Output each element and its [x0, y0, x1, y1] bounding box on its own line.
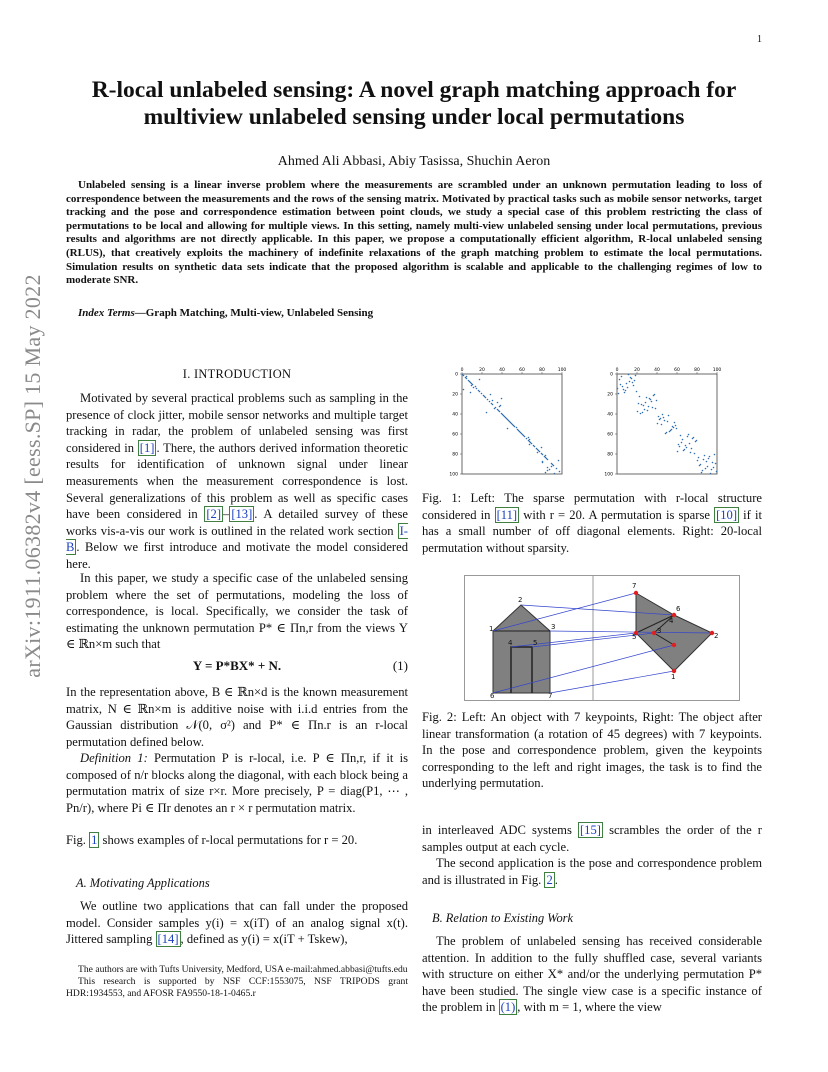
matrix-dot [645, 402, 647, 404]
matrix-dot [640, 413, 642, 415]
figure-link[interactable]: 1 [91, 833, 98, 847]
matrix-dot [675, 425, 677, 427]
index-terms-label: Index Terms [78, 307, 135, 319]
subsection-heading-motivating: A. Motivating Applications [76, 876, 210, 890]
matrix-dot [618, 393, 620, 395]
left-keypoint-label: 6 [490, 692, 495, 700]
intro-text-d: . Below we first introduce and motivate the model considered here. [66, 540, 408, 571]
x-tick-label: 100 [557, 368, 567, 373]
equation-number: (1) [392, 658, 408, 673]
definition-label: Definition 1: [80, 751, 148, 765]
matrix-dot [556, 468, 558, 470]
matrix-dot [691, 448, 693, 450]
matrix-dot [646, 397, 648, 399]
matrix-dot [471, 385, 473, 387]
paper-title [60, 77, 768, 131]
continued-text-a: in interleaved ADC systems [422, 823, 578, 837]
matrix-dot [679, 446, 681, 448]
matrix-dot [547, 470, 549, 472]
citation-link[interactable]: [14] [157, 932, 179, 947]
sentence-end: shows examples of r-local permutations for r = 20. [99, 833, 358, 847]
caption-text-c: if it has a small number of off diagonal elements. Right: 20-local permutation without sparsity. [422, 507, 762, 555]
section-link[interactable]: I-B [66, 523, 408, 555]
matrix-dot [706, 461, 708, 463]
matrix-dot [687, 436, 689, 438]
matrix-dot [628, 374, 630, 376]
author-list: Ahmed Ali Abbasi, Abiy Tasissa, Shuchin Aeron [277, 154, 551, 169]
intro-paragraph-1 [66, 390, 408, 573]
matrix-dot [526, 438, 528, 440]
matrix-dot [486, 412, 488, 414]
matrix-dot [711, 469, 713, 471]
sentence-start: Fig. [66, 833, 90, 847]
y-tick-label: 40 [607, 412, 613, 418]
matrix-dot [676, 428, 678, 430]
definition-text: Permutation P is r-local, i.e. P ∈ Πn,r, if it is composed of n/r blocks along the diagonal, with each block being a permutation matrix of size r×r. More precisely, P = diag(P1, ⋯ , Pn/r), where Pi ∈ Πr denotes an r × r permutation matrix. [66, 751, 408, 815]
matrix-dot [542, 454, 544, 456]
matrix-dot [639, 396, 641, 398]
x-tick-label: 20 [634, 368, 640, 373]
matrix-dot [709, 456, 711, 458]
citation-link[interactable]: [2] [206, 507, 222, 522]
matrix-dot [637, 411, 639, 413]
matrix-dot [643, 405, 645, 407]
related-text-b: , with m = 1, where the view [517, 1000, 662, 1015]
y-tick-label: 40 [452, 412, 458, 418]
local-permutation-plot [604, 367, 721, 478]
matrix-dot [677, 451, 679, 453]
footnotes [66, 964, 408, 1000]
x-tick-label: 80 [694, 368, 700, 373]
matrix-dot [466, 378, 468, 380]
abstract: Unlabeled sensing is a linear inverse problem where the measurements are scrambled under an unknown permutation leading to loss of correspondence between the measurements and the rows of the sensing matrix. Motivated by practical tasks such as mobile sensor networks, target tracking and the pose and correspondence estimation between point clouds, we study a special case of this problem restricting the class of permutations to be local and allowing for multiple views. In this setting, namely multi-view unlabeled sensing under local permutations, previous results and algorithms are not directly applicable. In this paper, we propose a computationally efficient algorithm, R-local unlabeled sensing (RLUS), that creatively exploits the machinery of indefinite relaxations of the graph matching problem to estimate the local permutations. Simulation results on synthetic data sets indicate that the proposed algorithm is scalable and applicable to the challenging regimes of low to moderate SNR. [66, 179, 762, 287]
matrix-dot [663, 417, 665, 419]
matrix-dot [551, 466, 553, 468]
matrix-dot [704, 455, 706, 457]
matrix-dot [707, 466, 709, 468]
equation-link[interactable]: (1) [500, 1000, 516, 1015]
matrix-dot [641, 404, 643, 406]
applications-paragraph [66, 898, 408, 948]
left-keypoint-label: 7 [548, 692, 553, 700]
matrix-dot [669, 431, 671, 433]
matrix-dot [638, 403, 640, 405]
matrix-dot [714, 454, 716, 456]
matrix-dot [680, 435, 682, 437]
figure-1-caption [422, 490, 762, 556]
matrix-dot [668, 415, 670, 417]
matrix-dot [697, 460, 699, 462]
matrix-dot [463, 389, 465, 391]
title-line-2: multiview unlabeled sensing under local permutations [143, 104, 685, 130]
right-keypoint-label: 2 [714, 632, 719, 640]
x-tick-label: 0 [615, 368, 619, 373]
pose-text-a: The second application is the pose and correspondence problem and is illustrated in Fig. [422, 856, 762, 887]
right-keypoint-label: 7 [632, 582, 637, 590]
right-keypoint-label: 6 [676, 605, 681, 613]
citation-link[interactable]: [15] [579, 823, 601, 837]
local-plot-axes [617, 374, 717, 474]
right-keypoint-label: 4 [669, 617, 674, 625]
matrix-dot [463, 375, 465, 377]
matrix-dot [549, 469, 551, 471]
left-keypoint-label: 3 [551, 623, 556, 631]
title-line-1: R-local unlabeled sensing: A novel graph matching approach for [91, 77, 737, 103]
applications-text-a: We outline two applications that can fall under the proposed model. Consider samples y(i) = x(iT) of an analog signal x(t). Jittered sampling [66, 899, 408, 947]
matrix-dot [699, 465, 701, 467]
matrix-dot [547, 467, 549, 469]
matrix-dot [712, 462, 714, 464]
matrix-dot [661, 424, 663, 426]
matrix-dot [658, 416, 660, 418]
intro-text-3: In the representation above, B ∈ ℝn×d is the known measurement matrix, N ∈ ℝn×m is additive noise with i.i.d entries from the Gaussian distribution 𝒩(0, σ²) and P* ∈ Πn.r is an r-local permutation defined below. [66, 685, 408, 749]
matrix-dot [659, 419, 661, 421]
matrix-dot [690, 452, 692, 454]
matrix-dot [534, 446, 536, 448]
matrix-dot [492, 404, 494, 406]
matrix-dot [516, 427, 518, 429]
matrix-dot [636, 391, 638, 393]
x-tick-label: 60 [519, 368, 525, 373]
y-tick-label: 20 [607, 392, 613, 398]
applications-continued [422, 822, 762, 888]
matrix-dot [655, 408, 657, 410]
index-terms [78, 307, 478, 319]
footnote-funding: This research is supported by NSF CCF:1553075, NSF TRIPODS grant HDR:1934553, and AFOSR FA9550-18-1-0465.r [66, 976, 408, 999]
matrix-dot [674, 422, 676, 424]
x-tick-label: 20 [479, 368, 485, 373]
intro-paragraph-2 [66, 570, 408, 653]
matrix-dot [703, 459, 705, 461]
matrix-dot [682, 439, 684, 441]
y-tick-label: 80 [452, 452, 458, 458]
left-keypoint-label: 1 [489, 625, 494, 633]
definition-1 [66, 750, 408, 816]
matrix-dot [547, 459, 549, 461]
matrix-dot [473, 387, 475, 389]
matrix-dot [685, 445, 687, 447]
matrix-dot [497, 402, 499, 404]
matrix-dot [683, 450, 685, 452]
intro-text-c: . A detailed survey of these works vis-a-vis our work is outlined in the related work section [66, 507, 408, 538]
matrix-dot [624, 392, 626, 394]
sparse-permutation-plot [449, 367, 566, 478]
continued-text-b: scrambles the order of the r samples output at each cycle. [422, 823, 763, 854]
x-tick-label: 60 [674, 368, 680, 373]
matrix-dot [554, 473, 556, 475]
matrix-dot [694, 453, 696, 455]
matrix-dot [542, 462, 544, 464]
section-number: I. [182, 367, 194, 381]
matrix-dot [632, 382, 634, 384]
matrix-dot [642, 412, 644, 414]
matrix-dot [622, 386, 624, 388]
y-tick-label: 60 [607, 432, 613, 438]
citation-link[interactable]: [13] [231, 507, 253, 522]
matrix-dot [633, 385, 635, 387]
matrix-dot [705, 468, 707, 470]
matrix-dot [688, 434, 690, 436]
matrix-dot [623, 389, 625, 391]
matrix-dot [507, 428, 509, 430]
matrix-dot [713, 467, 715, 469]
y-tick-label: 100 [449, 472, 458, 478]
citation-link[interactable]: [10] [716, 507, 738, 522]
matrix-dot [492, 400, 494, 402]
x-tick-label: 40 [654, 368, 660, 373]
matrix-dot [665, 433, 667, 435]
matrix-dot [625, 390, 627, 392]
matrix-dot [695, 441, 697, 443]
matrix-dot [553, 465, 555, 467]
left-keypoint-label: 2 [518, 596, 523, 604]
range-dash: – [223, 507, 230, 522]
index-terms-text: —Graph Matching, Multi-view, Unlabeled Sensing [134, 307, 374, 319]
citation-link[interactable]: [11] [496, 507, 518, 522]
matrix-dot [531, 443, 533, 445]
matrix-dot [715, 463, 717, 465]
matrix-dot [499, 406, 501, 408]
matrix-dot [524, 436, 526, 438]
y-tick-label: 20 [452, 392, 458, 398]
matrix-dot [489, 401, 491, 403]
footnote-affiliation: The authors are with Tufts University, Medford, USA e-mail:ahmed.abbasi@tufts.edu [78, 964, 408, 975]
matrix-dot [476, 388, 478, 390]
matrix-dot [617, 388, 619, 390]
matrix-dot [656, 400, 658, 402]
matrix-dot [686, 447, 688, 449]
matrix-dot [470, 392, 472, 394]
matrix-dot [485, 397, 487, 399]
right-keypoint-label: 1 [671, 673, 676, 681]
matrix-dot [627, 387, 629, 389]
matrix-dot [499, 411, 501, 413]
right-keypoint-label: 5 [632, 633, 637, 641]
matrix-dot [689, 443, 691, 445]
matrix-dot [708, 458, 710, 460]
matrix-dot [716, 471, 718, 473]
matrix-dot [559, 471, 561, 473]
y-tick-label: 60 [452, 432, 458, 438]
x-tick-label: 40 [499, 368, 505, 373]
matrix-dot [678, 444, 680, 446]
related-text-a: The problem of unlabeled sensing has received considerable attention. In addition to the fully shuffled case, several variants with structure on either X* and/or the underlying permutation P* have been studied. The single view case is a specific instance of the problem in [422, 934, 762, 1015]
caption-text-a: Fig. 1: Left: The sparse permutation with r-local structure considered in [422, 491, 762, 522]
matrix-dot [501, 398, 503, 400]
matrix-dot [541, 447, 543, 449]
y-tick-label: 80 [607, 452, 613, 458]
matrix-dot [621, 376, 623, 378]
matrix-dot [619, 379, 621, 381]
matrix-dot [631, 378, 633, 380]
equation-1 [66, 658, 408, 674]
matrix-dot [701, 472, 703, 474]
section-heading-introduction [66, 367, 408, 382]
x-tick-label: 0 [460, 368, 464, 373]
figure-link[interactable]: 2 [546, 872, 553, 887]
matrix-dot [545, 472, 547, 474]
matrix-dot [539, 451, 541, 453]
matrix-dot [528, 437, 530, 439]
related-work-paragraph [422, 933, 762, 1016]
matrix-dot [481, 393, 483, 395]
right-keypoint-label: 3 [657, 627, 662, 635]
applications-text-b: , defined as y(i) = x(iT + Tskew), [180, 932, 348, 947]
matrix-dot [647, 410, 649, 412]
matrix-dot [479, 391, 481, 393]
matrix-dot [629, 381, 631, 383]
intro-text-a: Motivated by several practical problems such as sampling in the presence of clock jitter, mobile sensor networks and multiple target tracking in radar, the problem of unlabeled sensing was first considered in [66, 391, 408, 455]
matrix-dot [635, 375, 637, 377]
figure-2-caption: Fig. 2: Left: An object with 7 keypoints, Right: The object after linear transformation (a rotation of 45 degrees) with 7 keypoints. In the pose and correspondence problem, given the keypoints corresponding to the left and right images, the task is to find the underlying permutation. [422, 710, 762, 791]
left-keypoint-label: 5 [533, 639, 538, 647]
matrix-dot [702, 470, 704, 472]
citation-link[interactable]: [1] [139, 440, 155, 455]
pose-text-b: . [554, 872, 558, 887]
page-number: 1 [757, 34, 762, 45]
matrix-dot [529, 444, 531, 446]
matrix-dot [626, 383, 628, 385]
matrix-dot [692, 438, 694, 440]
matrix-dot [662, 414, 664, 416]
figure-1-plots [440, 364, 780, 484]
x-tick-label: 80 [539, 368, 545, 373]
matrix-dot [710, 473, 712, 475]
y-tick-label: 0 [610, 372, 613, 378]
caption-text-b: with r = 20. A permutation is sparse [519, 507, 715, 522]
matrix-dot [475, 386, 477, 388]
matrix-dot [494, 408, 496, 410]
section-title: INTRODUCTION [194, 367, 292, 381]
matrix-dot [487, 399, 489, 401]
y-tick-label: 100 [604, 472, 613, 478]
matrix-dot [634, 380, 636, 382]
matrix-dot [657, 423, 659, 425]
matrix-dot [490, 394, 492, 396]
matrix-dot [650, 399, 652, 401]
intro-paragraph-3 [66, 684, 408, 750]
matrix-dot [667, 421, 669, 423]
figure-2-keypoints [464, 575, 740, 701]
matrix-dot [644, 409, 646, 411]
matrix-dot [514, 426, 516, 428]
matrix-dot [652, 407, 654, 409]
intro-text-b: . There, the authors derived information theoretic results for identification of unknown signal under linear measurements when the measurement correspondence is lost. Several generalizations of this problem as well as specific cases have been considered in [66, 440, 408, 522]
matrix-dot [558, 460, 560, 462]
matrix-dot [537, 452, 539, 454]
matrix-dot [653, 395, 655, 397]
matrix-dot [479, 379, 481, 381]
matrix-dot [620, 384, 622, 386]
left-keypoint-label: 4 [508, 639, 513, 647]
x-tick-label: 100 [712, 368, 722, 373]
matrix-dot [648, 406, 650, 408]
matrix-dot [673, 427, 675, 429]
matrix-dot [681, 442, 683, 444]
arxiv-identifier [14, 276, 52, 676]
subsection-heading-related: B. Relation to Existing Work [432, 911, 573, 925]
matrix-dot [651, 401, 653, 403]
arxiv-id-text: arXiv:1911.06382v4 [eess.SP] 15 May 2022 [20, 274, 45, 678]
equation-body: Y = P*BX* + N. [192, 658, 282, 673]
matrix-dot [664, 420, 666, 422]
matrix-dot [698, 457, 700, 459]
y-tick-label: 0 [455, 372, 458, 378]
figure-reference-sentence [66, 832, 408, 849]
intro-text-2: In this paper, we study a specific case of the unlabeled sensing problem where the set of permutations, modeling the loss of correspondence, is local. Specifically, we consider the task of estimating the unknown permutation P* ∈ Πn,r from the views Y ∈ ℝn×m such that [66, 571, 408, 652]
